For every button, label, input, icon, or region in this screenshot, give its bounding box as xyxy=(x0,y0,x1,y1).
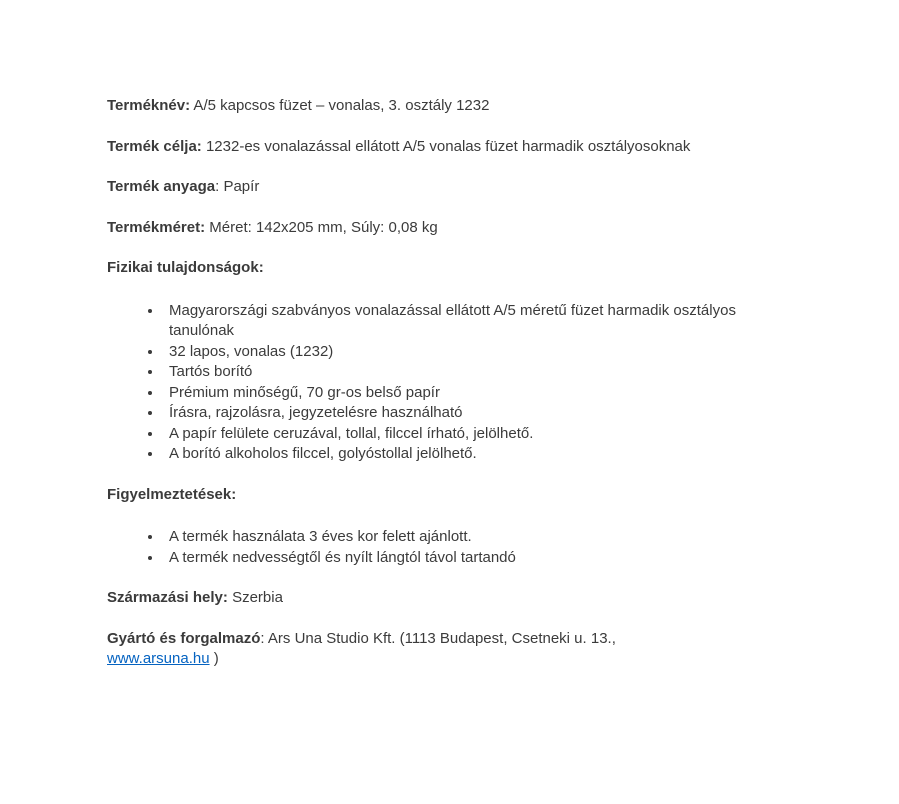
field-product-material-label: Termék anyaga xyxy=(107,178,216,195)
field-product-name xyxy=(107,96,798,117)
field-product-material-value: : Papír xyxy=(215,178,260,195)
field-product-size-label: Termékméret: xyxy=(107,218,206,236)
field-product-purpose-value: 1232-es vonalazással ellátott A/5 vonalas füzet harmadik osztályosoknak xyxy=(201,137,691,155)
list-item: • Prémium minőségű, 70 gr-os belső papír xyxy=(163,383,798,404)
field-product-name-value: A/5 kapcsos füzet – vonalas, 3. osztály 1232 xyxy=(190,97,490,114)
field-manufacturer-label: Gyártó és forgalmazó xyxy=(107,629,261,647)
field-product-size xyxy=(107,218,798,239)
list-item: • Magyarországi szabványos vonalazással ellátott A/5 méretű füzet harmadik osztályos tanulónak xyxy=(163,301,798,342)
field-manufacturer-value-after: ) xyxy=(209,650,219,667)
list-item: • A termék használata 3 éves kor felett ajánlott. xyxy=(163,527,798,548)
field-product-size-value: Méret: 142x205 mm, Súly: 0,08 kg xyxy=(205,218,438,236)
list-item: • A borító alkoholos filccel, golyóstollal jelölhető. xyxy=(163,444,798,465)
field-origin-label: Származási hely: xyxy=(107,589,228,606)
warnings-list xyxy=(107,527,798,568)
list-item: • Tartós borító xyxy=(163,362,798,383)
manufacturer-website-link[interactable]: www.arsuna.hu xyxy=(107,650,210,667)
list-item: • A papír felülete ceruzával, tollal, filccel írható, jelölhető. xyxy=(163,424,798,445)
field-product-name-label: Terméknév: xyxy=(107,97,191,114)
list-item: • 32 lapos, vonalas (1232) xyxy=(163,342,798,363)
field-product-purpose-label: Termék célja: xyxy=(107,137,202,155)
physical-properties-list xyxy=(107,301,798,465)
field-origin xyxy=(107,588,798,609)
field-product-purpose xyxy=(107,137,798,158)
field-product-material xyxy=(107,177,798,198)
warnings-heading: Figyelmeztetések: xyxy=(107,485,237,503)
field-manufacturer-value: : Ars Una Studio Kft. (1113 Budapest, Csetneki u. 13., xyxy=(260,629,616,647)
field-manufacturer xyxy=(107,629,798,670)
field-origin-value: Szerbia xyxy=(227,589,283,606)
list-item: • Írásra, rajzolásra, jegyzetelésre használható xyxy=(163,403,798,424)
list-item: • A termék nedvességtől és nyílt lángtól távol tartandó xyxy=(163,548,798,569)
physical-properties-heading: Fizikai tulajdonságok: xyxy=(107,259,264,276)
